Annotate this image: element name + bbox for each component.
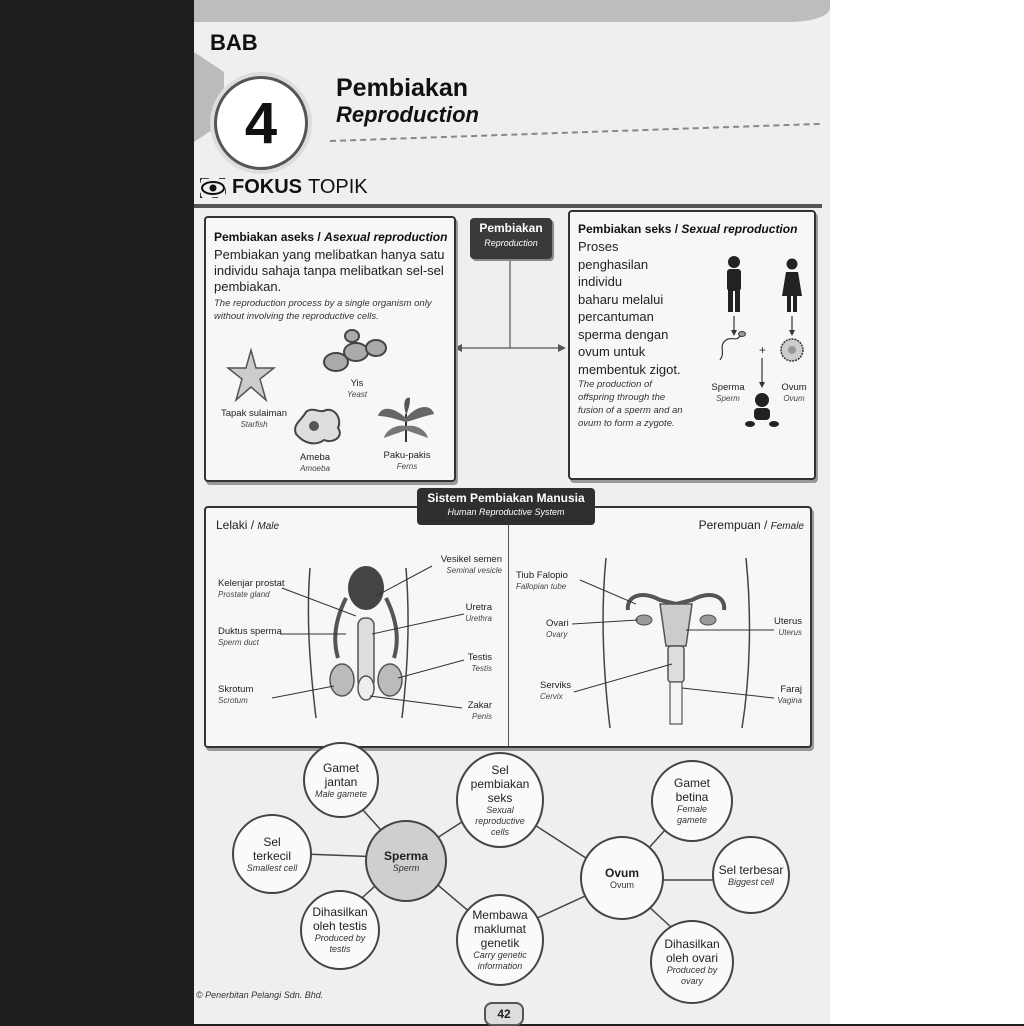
sexual-heading: Pembiakan seks / Sexual reproduction xyxy=(578,222,798,236)
focus-rule xyxy=(194,204,822,208)
male-title: Lelaki / Male xyxy=(216,518,280,532)
node-produced-ovary: Dihasilkan oleh ovari Produced by ovary xyxy=(650,920,734,1004)
example-yeast: Yis Yeast xyxy=(346,378,367,399)
asexual-box xyxy=(204,216,456,482)
fertilization-diagram xyxy=(710,252,810,448)
focus-rest: TOPIK xyxy=(308,176,368,198)
woman-icon xyxy=(782,259,802,313)
amoeba-icon xyxy=(290,404,346,446)
asexual-desc: Pembiakan yang melibatkan hanya satu individu sahaja tanpa melibatkan sel-sel pembiakan. xyxy=(214,247,445,294)
node-biggest-cell: Sel terbesar Biggest cell xyxy=(712,836,790,914)
label-urethra: Uretra Urethra xyxy=(465,602,492,623)
label-seminal-vesicle: Vesikel semen Seminal vesicle xyxy=(440,554,502,575)
eye-icon xyxy=(200,178,226,198)
system-tag: Sistem Pembiakan Manusia Human Reproductive System xyxy=(417,488,595,525)
asexual-desc-en: The reproduction process by a single organism only without involving the reproductive cells. xyxy=(214,298,432,322)
chapter-subtitle: Reproduction xyxy=(336,102,479,127)
node-smallest-cell: Sel terkecil Smallest cell xyxy=(232,814,312,894)
section-divider xyxy=(508,518,509,746)
example-amoeba: Ameba Amoeba xyxy=(299,452,331,473)
label-fallopian: Tiub Falopio Fallopian tube xyxy=(516,570,568,591)
chapter-number: 4 xyxy=(214,76,308,170)
label-testis: Testis Testis xyxy=(467,652,492,673)
focus-bold: FOKUS xyxy=(232,176,302,198)
asexual-heading: Pembiakan aseks / Asexual reproduction xyxy=(214,230,448,244)
example-fern: Paku-pakis Ferns xyxy=(383,450,431,471)
man-icon xyxy=(727,256,741,312)
sexual-desc-en: The production of offspring through the fusion of a sperm and an ovum to form a zygote. xyxy=(578,379,683,429)
node-sex-cells: Sel pembiakan seks Sexual reproductive cells xyxy=(456,752,544,848)
fern-icon xyxy=(376,394,436,444)
node-sperm: Sperma Sperm xyxy=(365,820,447,902)
ovum-label: Ovum Ovum xyxy=(781,382,807,403)
female-title: Perempuan / Female xyxy=(698,518,804,532)
starfish-icon xyxy=(226,348,276,404)
sexual-box xyxy=(568,210,816,480)
label-ovary: Ovari Ovary xyxy=(546,618,569,639)
female-system-diagram xyxy=(510,538,810,742)
chapter-title: Pembiakan xyxy=(336,74,469,102)
reproductive-system-box xyxy=(204,506,812,748)
reproduction-tag: Pembiakan Reproduction xyxy=(470,218,552,259)
sperm-icon xyxy=(720,332,746,361)
label-uterus: Uterus Uterus xyxy=(774,616,802,637)
page-number: 42 xyxy=(484,1002,524,1026)
focus-heading xyxy=(200,176,368,199)
yeast-icon xyxy=(322,328,392,378)
label-sperm-duct: Duktus sperma Sperm duct xyxy=(218,626,282,647)
example-starfish: Tapak sulaiman Starfish xyxy=(220,408,287,429)
label-scrotum: Skrotum Scrotum xyxy=(218,684,254,705)
page-top-edge xyxy=(194,0,830,22)
node-male-gamete: Gamet jantan Male gamete xyxy=(303,742,379,818)
label-prostate: Kelenjar prostat Prostate gland xyxy=(218,578,285,599)
label-cervix: Serviks Cervix xyxy=(540,680,572,701)
publisher-credit: © Penerbitan Pelangi Sdn. Bhd. xyxy=(196,990,324,1000)
sexual-desc: Proses penghasilan individu baharu melalui percantuman sperma dengan ovum untuk membentuk zigot. xyxy=(578,239,681,377)
background-right xyxy=(824,0,1024,1024)
node-genetic-info: Membawa maklumat genetik Carry genetic information xyxy=(456,894,544,986)
label-penis: Zakar Penis xyxy=(467,700,492,721)
node-ovum: Ovum Ovum xyxy=(580,836,664,920)
plus-sign: + xyxy=(759,343,767,357)
node-produced-testis: Dihasilkan oleh testis Produced by testis xyxy=(300,890,380,970)
label-vagina: Faraj Vagina xyxy=(777,684,802,705)
chapter-label: BAB xyxy=(210,30,258,55)
ovum-icon xyxy=(781,339,803,361)
node-female-gamete: Gamet betina Female gamete xyxy=(651,760,733,842)
sperm-label: Sperma Sperm xyxy=(711,382,745,403)
